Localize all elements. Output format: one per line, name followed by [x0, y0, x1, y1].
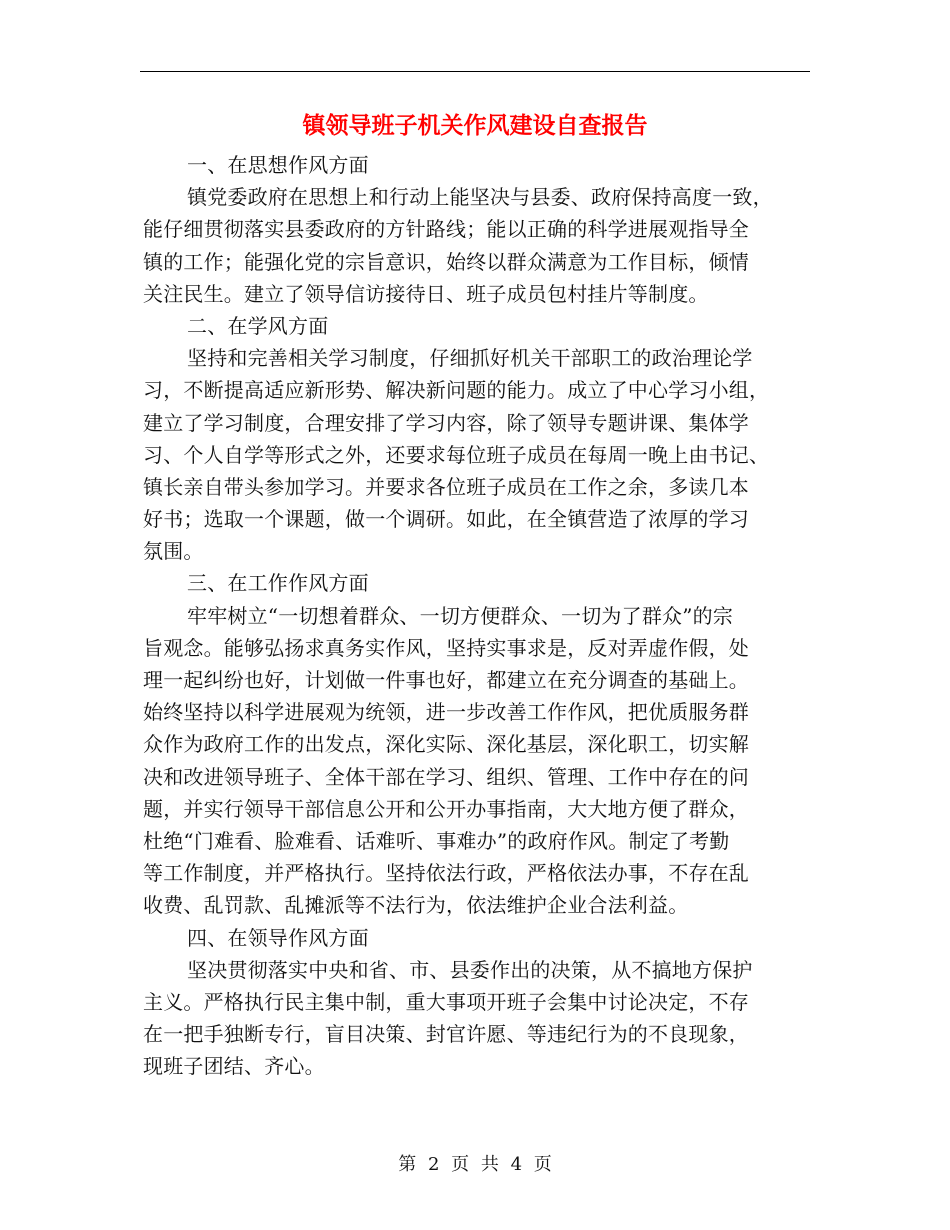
text-line: 二、在学风方面: [187, 313, 329, 338]
text-line: 氛围。: [143, 539, 204, 564]
text-line: 习、个人自学等形式之外，还要求每位班子成员在每周一晚上由书记、: [143, 442, 770, 467]
text-line: 一、在思想作风方面: [187, 153, 369, 177]
document-title: 镇领导班子机关作风建设自查报告: [302, 112, 648, 139]
text-line: 好书；选取一个课题，做一个调研。如此，在全镇营造了浓厚的学习: [143, 507, 749, 532]
text-line: 镇长亲自带头参加学习。并要求各位班子成员在工作之余，多读几本: [143, 474, 749, 499]
text-line: 能仔细贯彻落实县委政府的方针路线；能以正确的科学进展观指导全: [143, 217, 749, 242]
text-line: 坚持和完善相关学习制度，仔细抓好机关干部职工的政治理论学: [187, 346, 753, 371]
text-line: 杜绝“门难看、脸难看、话难听、事难办”的政府作风。制定了考勤: [143, 828, 730, 853]
text-line: 四、在领导作风方面: [187, 925, 369, 950]
text-line: 决和改进领导班子、全体干部在学习、组织、管理、工作中存在的问: [143, 764, 749, 789]
text-line: 理一起纠纷也好，计划做一件事也好，都建立在充分调查的基础上。: [143, 668, 749, 692]
page-number: 第 2 页 共 4 页: [398, 1154, 552, 1175]
text-line: 主义。严格执行民主集中制，重大事项开班子会集中讨论决定，不存: [143, 989, 749, 1014]
text-line: 收费、乱罚款、乱摊派等不法行为，依法维护企业合法利益。: [143, 893, 689, 918]
text-line: 建立了学习制度，合理安排了学习内容，除了领导专题讲课、集体学: [143, 410, 749, 435]
text-line: 镇党委政府在思想上和行动上能坚决与县委、政府保持高度一致，: [187, 185, 773, 210]
text-line: 坚决贯彻落实中央和省、市、县委作出的决策，从不搞地方保护: [187, 957, 753, 982]
document-body: [143, 149, 811, 1082]
text-line: 题，并实行领导干部信息公开和公开办事指南，大大地方便了群众，: [143, 796, 749, 821]
text-line: 关注民生。建立了领导信访接待日、班子成员包村挂片等制度。: [143, 281, 709, 306]
text-line: 习，不断提高适应新形势、解决新问题的能力。成立了中心学习小组，: [143, 378, 770, 403]
text-line: 镇的工作；能强化党的宗旨意识，始终以群众满意为工作目标，倾情: [143, 249, 749, 274]
text-line: 现班子团结、齐心。: [143, 1054, 325, 1079]
text-line: 众作为政府工作的出发点，深化实际、深化基层，深化职工，切实解: [143, 732, 749, 757]
text-line: 等工作制度，并严格执行。坚持依法行政，严格依法办事，不存在乱: [143, 861, 749, 886]
text-line: 始终坚持以科学进展观为统领，进一步改善工作作风，把优质服务群: [143, 700, 749, 725]
header-rule: [140, 71, 810, 72]
text-line: 三、在工作作风方面: [187, 571, 369, 596]
text-line: 旨观念。能够弘扬求真务实作风，坚持实事求是，反对弄虚作假，处: [143, 635, 749, 660]
text-line: 牢牢树立“一切想着群众、一切方便群众、一切为了群众”的宗: [187, 603, 734, 628]
text-line: 在一把手独断专行，盲目决策、封官许愿、等违纪行为的不良现象，: [143, 1022, 749, 1047]
